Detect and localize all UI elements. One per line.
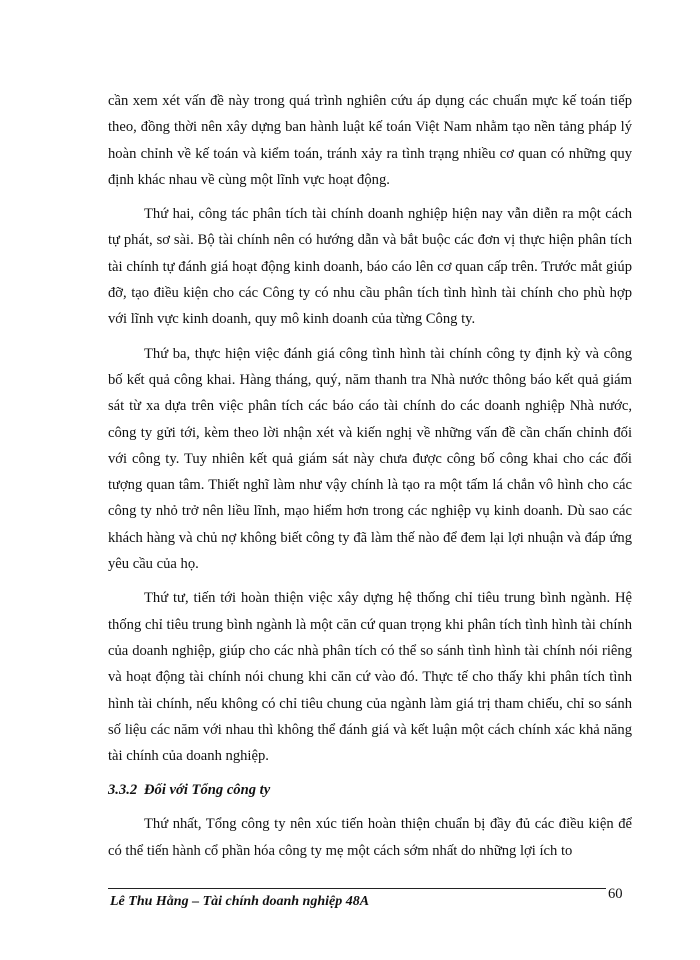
body-text <box>108 88 632 872</box>
paragraph-thu-tu: Thứ tư, tiến tới hoàn thiện việc xây dựng hệ thống chỉ tiêu trung bình ngành. Hệ thống chỉ tiêu trung bình ngành là một căn cứ quan trọng khi phân tích tình hình tài chính của doanh nghiệp, giúp cho các nhà phân tích có thể so sánh tình hình tài chính nói riêng và hoạt động tài chính nói chung khi căn cứ vào đó. Thực tế cho thấy khi phân tích tình hình tài chính, nếu không có chỉ tiêu chung của ngành làm giá trị tham chiếu, chỉ so sánh số liệu các năm với nhau thì không thể đánh giá và kết luận một cách chính xác khả năng tài chính của doanh nghiệp. <box>108 590 632 765</box>
page-number: 60 <box>608 886 623 902</box>
section-title: Đối với Tổng công ty <box>144 782 271 799</box>
section-heading <box>108 777 632 803</box>
paragraph-thu-nhat: Thứ nhất, Tổng công ty nên xúc tiến hoàn thiện chuẩn bị đầy đủ các điều kiện để có thể tiến hành cổ phần hóa công ty mẹ một cách sớm nhất do những lợi ích to <box>108 816 632 859</box>
footer-divider <box>108 888 606 889</box>
paragraph-continuation: cần xem xét vấn đề này trong quá trình nghiên cứu áp dụng các chuẩn mực kế toán tiếp theo, đồng thời nên xây dựng ban hành luật kế toán Việt Nam nhằm tạo nền tảng pháp lý hoàn chỉnh về kế toán và kiểm toán, tránh xảy ra tình trạng nhiều cơ quan có những quy định khác nhau về cùng một lĩnh vực hoạt động. <box>108 93 632 188</box>
paragraph-thu-ba: Thứ ba, thực hiện việc đánh giá công tình hình tài chính công ty định kỳ và công bố kết quả công khai. Hàng tháng, quý, năm thanh tra Nhà nước thông báo kết quả giám sát từ xa dựa trên việc phân tích các báo cáo tài chính do các doanh nghiệp Nhà nước, công ty gửi tới, kèm theo lời nhận xét và kiến nghị về những vấn đề cần chấn chỉnh đối với công ty. Tuy nhiên kết quả giám sát này chưa được công bố công khai cho các đối tượng quan tâm. Thiết nghĩ làm như vậy chính là tạo ra một tấm lá chắn vô hình cho các công ty nhỏ trở nên liều lĩnh, mạo hiểm hơn trong các nghiệp vụ kinh doanh. Dù sao các khách hàng và chủ nợ không biết công ty đã làm thế nào để đem lại lợi nhuận và đáp ứng yêu cầu của họ. <box>108 345 632 573</box>
paragraph-thu-hai: Thứ hai, công tác phân tích tài chính doanh nghiệp hiện nay vẫn diễn ra một cách tự phát, sơ sài. Bộ tài chính nên có hướng dẫn và bắt buộc các đơn vị thực hiện phân tích tài chính tự đánh giá hoạt động kinh doanh, báo cáo lên cơ quan cấp trên. Trước mắt giúp đỡ, tạo điều kiện cho các Công ty có nhu cầu phân tích tình hình tài chính cho phù hợp với lĩnh vực kinh doanh, quy mô kinh doanh của từng Công ty. <box>108 206 632 328</box>
footer-author-line: Lê Thu Hằng – Tài chính doanh nghiệp 48A <box>110 894 370 909</box>
section-number: 3.3.2 <box>108 782 138 799</box>
